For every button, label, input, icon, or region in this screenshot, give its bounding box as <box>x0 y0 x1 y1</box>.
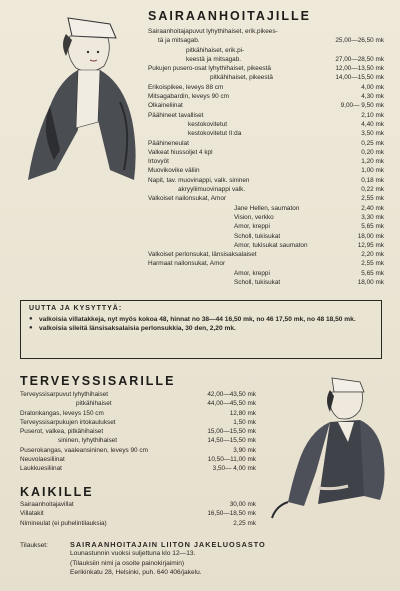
item-price: 16,50—18,50 mk <box>207 510 256 518</box>
item-price: 0,18 mk <box>361 176 384 184</box>
item-price: 5,65 mk <box>361 269 384 277</box>
item-description: Dralonkangas, leveys 150 cm <box>20 409 104 417</box>
price-row <box>148 64 384 73</box>
price-row <box>148 27 384 36</box>
price-row <box>20 519 256 528</box>
item-description: Villatakit <box>20 510 44 518</box>
item-description: Muovikovike väliin <box>148 167 200 175</box>
price-row <box>148 232 384 241</box>
item-price: 42,00—43,50 mk <box>207 391 256 398</box>
item-price: 5,65 mk <box>361 223 384 231</box>
item-price: 0,20 mk <box>361 148 384 156</box>
item-description: Nimineulat (ei puhelintilauksia) <box>20 519 107 527</box>
item-description: kestokovitetut <box>188 120 228 128</box>
price-row <box>20 436 256 445</box>
nurses-section-title: SAIRAANHOITAJILLE <box>148 9 311 23</box>
item-description: Jane Hellen, saumaton <box>234 204 300 212</box>
item-price: 2,25 mk <box>233 519 256 527</box>
item-price: 12,80 mk <box>229 409 256 417</box>
price-row <box>148 259 384 268</box>
item-description: Päähineneulat <box>148 139 189 147</box>
price-row <box>148 241 384 250</box>
price-row <box>20 418 256 427</box>
item-price: 1,50 mk <box>233 418 256 426</box>
price-row <box>148 194 384 203</box>
item-description: Harmaat nailonsukat, Amor <box>148 260 226 268</box>
item-price: 18,00 mk <box>357 232 384 240</box>
item-price: 9,00— 9,50 mk <box>340 102 384 110</box>
item-description: Terveyssisarpukujen irtokaulukset <box>20 418 116 426</box>
price-row <box>148 269 384 278</box>
item-description: Terveyssisarpuvut lyhythihaiset <box>20 391 109 398</box>
all-section-title: KAIKILLE <box>20 485 94 499</box>
price-row <box>148 213 384 222</box>
item-price: 12,00—13,50 mk <box>335 65 384 73</box>
item-description: Sairaanhoitajavillat <box>20 501 74 508</box>
item-description: Päähineet tavalliset <box>148 111 204 119</box>
item-description: Sairaanhoitajapuvut lyhythihaiset, erik.pikees- <box>148 28 278 35</box>
news-heading: UUTTA JA KYSYTTYÄ: <box>29 305 123 312</box>
price-row <box>148 176 384 185</box>
item-description: akryyliimuovinappi valk. <box>178 186 246 194</box>
item-description: Valkoiset nailonsukat, Amor <box>148 195 227 203</box>
price-row <box>20 446 256 455</box>
item-description: pitkähihaiset <box>76 400 112 408</box>
order-label: Tilaukset: <box>20 542 48 549</box>
item-description: Pukujen pusero-osat lyhythihaiset, pikeestä <box>148 65 271 73</box>
item-description: Scholl, tukisukat <box>234 232 281 240</box>
price-row <box>148 92 384 101</box>
price-row <box>20 409 256 418</box>
item-description: Amor, tukisukat saumaton <box>234 241 308 249</box>
news-box <box>20 300 382 359</box>
item-price: 4,30 mk <box>361 93 384 101</box>
price-row <box>20 390 256 399</box>
price-row <box>148 111 384 120</box>
price-row <box>20 427 256 436</box>
item-description: Napit, tav. muovinappi, valk. sininen <box>148 176 250 184</box>
item-price: 14,50—15,50 mk <box>207 437 256 445</box>
health-section-title: TERVEYSSISARILLE <box>20 374 176 388</box>
item-price: 4,00 mk <box>361 83 384 91</box>
item-description: Amor, kreppi <box>234 223 270 231</box>
item-description: Amor, kreppi <box>234 269 270 277</box>
health-price-list <box>20 390 256 474</box>
item-price: 27,00—28,50 mk <box>335 55 384 63</box>
price-row <box>148 185 384 194</box>
item-description: Puserot, valkea, pitkähihaiset <box>20 428 104 436</box>
item-description: Neuvolaesiliinat <box>20 456 65 464</box>
price-row <box>20 455 256 464</box>
item-description: Olkaineliinat <box>148 102 183 110</box>
price-row <box>148 148 384 157</box>
item-price: 2,20 mk <box>361 251 384 259</box>
health-visitor-illustration <box>268 372 388 524</box>
item-description: Erikoispikee, leveys 88 cm <box>148 83 224 91</box>
news-item: ● valkoisia villatakkeja, nyt myös kokoa 48, hinnat no 38—44 16,50 mk, no 46 17,50 mk, no 48 18,50 mk. <box>29 315 373 325</box>
nurse-cape-illustration <box>20 10 144 195</box>
item-price: 0,25 mk <box>361 139 384 147</box>
price-row <box>148 250 384 259</box>
item-price: 1,20 mk <box>361 158 384 166</box>
price-row <box>148 120 384 129</box>
price-row <box>148 46 384 55</box>
price-row <box>148 36 384 45</box>
price-row <box>20 399 256 408</box>
order-organization: SAIRAANHOITAJAIN LIITON JAKELUOSASTO <box>70 540 266 549</box>
item-description: Mitsagabardin, leveys 90 cm <box>148 93 229 101</box>
price-row <box>20 509 256 518</box>
nurses-price-list <box>148 27 384 287</box>
order-line: (Tilauksiin nimi ja osoite painokirjaimin) <box>70 559 185 567</box>
item-price: 2,55 mk <box>361 195 384 203</box>
price-row <box>148 157 384 166</box>
price-row <box>148 73 384 82</box>
item-price: 18,00 mk <box>357 279 384 287</box>
item-price: 2,40 mk <box>361 204 384 212</box>
price-row <box>148 83 384 92</box>
item-description: tä ja mitsagab. <box>158 37 200 45</box>
item-description: pitkähihaiset, pikeestä <box>210 74 273 82</box>
price-row <box>148 222 384 231</box>
item-price: 2,10 mk <box>361 111 384 119</box>
price-row <box>148 166 384 175</box>
item-price: 3,50 mk <box>361 130 384 138</box>
item-price: 12,95 mk <box>357 241 384 249</box>
price-row <box>20 464 256 473</box>
item-description: kestokovitetut II:da <box>188 130 242 138</box>
item-price: 30,00 mk <box>229 501 256 508</box>
item-price: 4,40 mk <box>361 120 384 128</box>
all-price-list <box>20 500 256 528</box>
price-row <box>148 139 384 148</box>
item-description: Puserokangas, vaaleansininen, leveys 90 cm <box>20 446 148 454</box>
price-row <box>148 278 384 287</box>
item-price: 3,50— 4,00 mk <box>212 465 256 473</box>
item-description: Vision, verkko <box>234 213 274 221</box>
price-row <box>148 55 384 64</box>
item-description: Valkeat hiussoljet 4 kpl <box>148 148 213 156</box>
item-description: Irtovyöt <box>148 158 169 166</box>
price-row <box>148 129 384 138</box>
item-price: 14,00—15,50 mk <box>335 74 384 82</box>
item-price: 1,00 mk <box>361 167 384 175</box>
item-price: 3,30 mk <box>361 213 384 221</box>
item-price: 2,55 mk <box>361 260 384 268</box>
item-description: keestä ja mitsagab. <box>186 55 242 63</box>
item-description: Valkoiset perlonsukat, länsisaksalaiset <box>148 251 257 259</box>
price-row <box>148 101 384 110</box>
item-price: 10,50—11,00 mk <box>207 456 256 464</box>
item-description: Laukkuesiliinat <box>20 465 62 473</box>
item-price: 15,00—15,50 mk <box>207 428 256 436</box>
item-price: 25,00—26,50 mk <box>335 37 384 45</box>
order-line: Lounastunnin vuoksi suljettuna klo 12—13. <box>70 550 196 558</box>
item-description: pitkähihaiset, erik.pi- <box>186 46 245 54</box>
item-description: sininen, lyhythihaiset <box>58 437 117 445</box>
news-item: ● valkoisia sileitä länsisaksalaisia perlonsukkia, 30 den, 2,20 mk. <box>29 324 373 334</box>
item-price: 44,00—45,50 mk <box>207 400 256 408</box>
price-row <box>20 500 256 509</box>
item-price: 0,22 mk <box>361 186 384 194</box>
item-price: 3,90 mk <box>233 446 256 454</box>
order-line: Eerikinkatu 28, Helsinki, puh. 640 406/jakelu. <box>70 569 202 577</box>
item-description: Scholl, tukisukat <box>234 279 281 287</box>
price-row <box>148 204 384 213</box>
